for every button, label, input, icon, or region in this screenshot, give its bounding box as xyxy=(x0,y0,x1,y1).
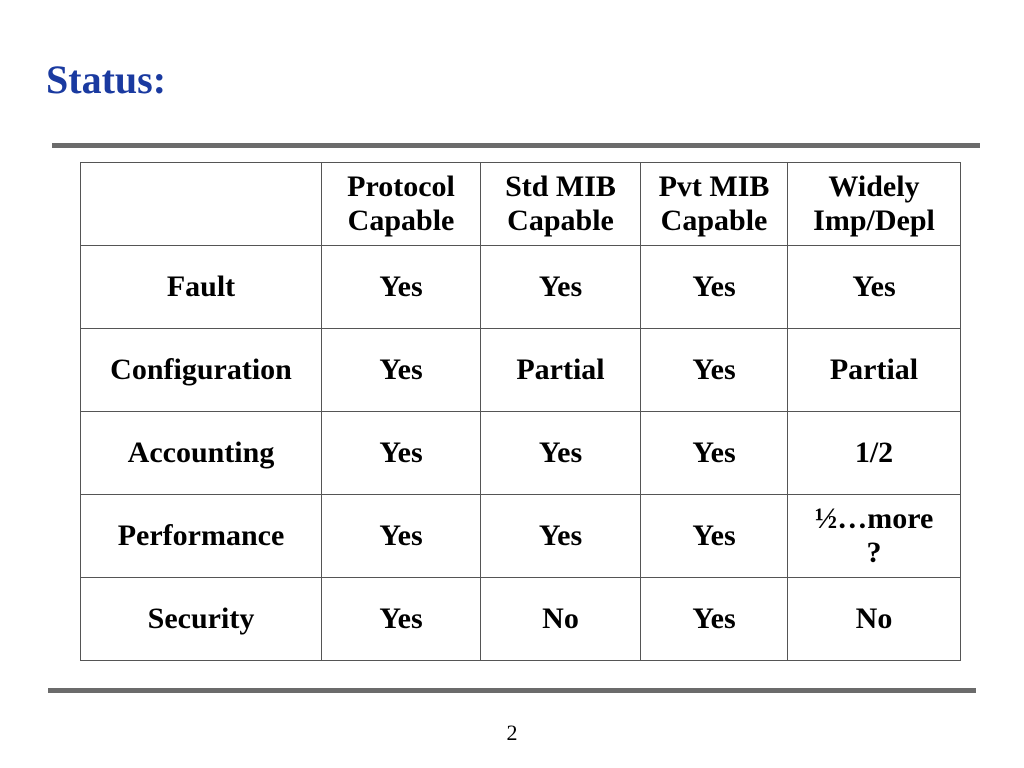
table-cell: No xyxy=(481,578,641,661)
status-table xyxy=(80,162,961,661)
table-cell: Partial xyxy=(481,329,641,412)
header-cell-widely-imp-depl: Widely Imp/Depl xyxy=(788,163,961,246)
table-row-accounting xyxy=(81,412,961,495)
table-cell: Partial xyxy=(788,329,961,412)
table-cell: Yes xyxy=(788,246,961,329)
table-cell: Yes xyxy=(641,246,788,329)
header-cell-empty xyxy=(81,163,322,246)
table-row-performance xyxy=(81,495,961,578)
table-cell: Yes xyxy=(481,495,641,578)
table-cell: Yes xyxy=(641,495,788,578)
table-cell: Yes xyxy=(481,412,641,495)
table-cell: Yes xyxy=(322,578,481,661)
table-row-security xyxy=(81,578,961,661)
row-label: Fault xyxy=(81,246,322,329)
table-cell: Yes xyxy=(481,246,641,329)
table-cell: Yes xyxy=(322,246,481,329)
row-label: Accounting xyxy=(81,412,322,495)
header-cell-std-mib-capable: Std MIB Capable xyxy=(481,163,641,246)
top-divider xyxy=(52,143,980,148)
table-cell: Yes xyxy=(322,412,481,495)
table-cell: ½…more ? xyxy=(788,495,961,578)
table-cell: 1/2 xyxy=(788,412,961,495)
table-cell: Yes xyxy=(641,412,788,495)
table-row-fault xyxy=(81,246,961,329)
table-cell: Yes xyxy=(322,495,481,578)
table-cell: Yes xyxy=(641,329,788,412)
page-number: 2 xyxy=(506,720,518,745)
table-header-row xyxy=(81,163,961,246)
slide-title: Status: xyxy=(46,57,167,102)
row-label: Performance xyxy=(81,495,322,578)
row-label: Security xyxy=(81,578,322,661)
header-cell-protocol-capable: Protocol Capable xyxy=(322,163,481,246)
table-row-configuration xyxy=(81,329,961,412)
bottom-divider xyxy=(48,688,976,693)
table-cell: Yes xyxy=(322,329,481,412)
table-cell: No xyxy=(788,578,961,661)
header-cell-pvt-mib-capable: Pvt MIB Capable xyxy=(641,163,788,246)
table-cell: Yes xyxy=(641,578,788,661)
row-label: Configuration xyxy=(81,329,322,412)
